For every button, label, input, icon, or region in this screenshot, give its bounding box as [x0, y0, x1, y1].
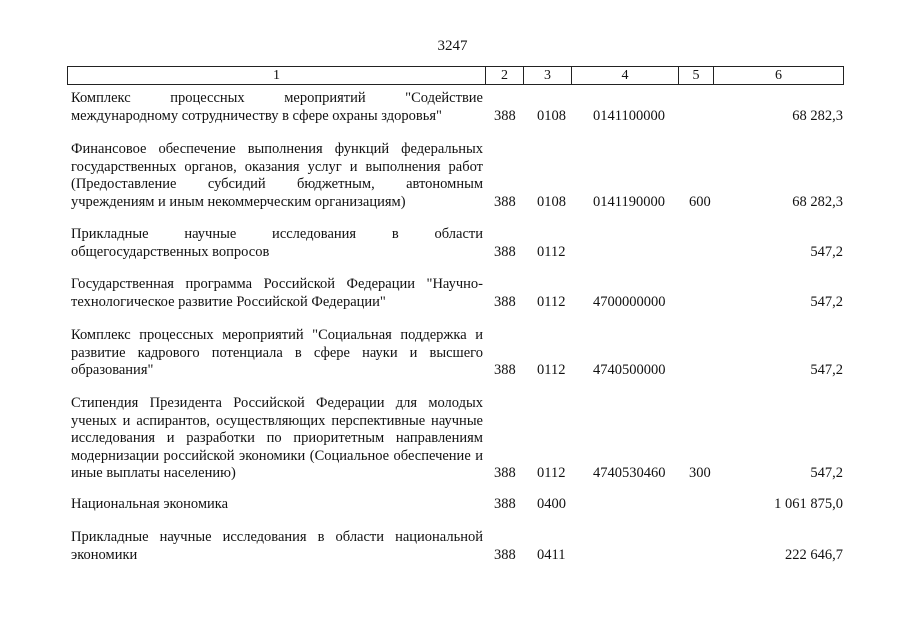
- row-section-code: 0400: [537, 496, 566, 512]
- row-ved-code: 388: [494, 362, 516, 378]
- row-amount: 68 282,3: [792, 107, 843, 124]
- row-target-code: 4700000000: [593, 293, 666, 310]
- row-ved-code: 388: [494, 193, 516, 210]
- row-name: Комплекс процессных мероприятий "Социальная поддержка и развитие кадрового потенциала в сфере науки и высшего образования": [71, 327, 483, 378]
- row-target-code: 0141190000: [593, 193, 665, 210]
- column-header-1: 1: [68, 67, 486, 85]
- row-section-code: 0112: [537, 465, 566, 481]
- row-section-code: 0108: [537, 193, 566, 210]
- row-section-code: 0108: [537, 107, 566, 124]
- column-header-5: 5: [679, 67, 714, 85]
- row-amount: 547,2: [810, 293, 843, 310]
- row-amount: 68 282,3: [792, 193, 843, 210]
- row-amount: 222 646,7: [785, 546, 843, 563]
- row-name: Стипендия Президента Российской Федерации для молодых ученых и аспирантов, осуществляющих перспективные научные исследования и разработки по приоритетным направлениям модернизации российской экономики (Социальное обеспечение и иные выплаты населению): [71, 395, 483, 481]
- row-name: Государственная программа Российской Федерации "Научно-технологическое развитие Российской Федерации": [71, 276, 483, 310]
- column-header-3: 3: [524, 67, 572, 85]
- row-target-code: 4740500000: [593, 362, 666, 378]
- row-name: Финансовое обеспечение выполнения функций федеральных государственных органов, оказания услуг и выполнения работ (Предоставление субсидий бюджетным, автономным учреждениям и иным некоммерческим организациям): [71, 141, 483, 210]
- row-name: Прикладные научные исследования в области общегосударственных вопросов: [71, 226, 483, 260]
- row-ved-code: 388: [494, 107, 516, 124]
- column-header-6: 6: [714, 67, 844, 85]
- row-section-code: 0411: [537, 546, 566, 563]
- row-amount: 547,2: [810, 465, 843, 481]
- row-expense-type: 600: [689, 193, 711, 210]
- row-section-code: 0112: [537, 293, 566, 310]
- row-section-code: 0112: [537, 362, 566, 378]
- column-header-4: 4: [572, 67, 679, 85]
- row-target-code: 0141100000: [593, 107, 665, 124]
- row-ved-code: 388: [494, 293, 516, 310]
- row-ved-code: 388: [494, 496, 516, 512]
- column-header-table: [67, 66, 844, 85]
- row-amount: 547,2: [810, 243, 843, 260]
- row-name: Национальная экономика: [71, 496, 229, 512]
- page-number: 3247: [437, 38, 468, 54]
- column-header-row: [68, 67, 844, 85]
- row-section-code: 0112: [537, 243, 566, 260]
- row-ved-code: 388: [494, 546, 516, 563]
- row-target-code: 4740530460: [593, 465, 666, 481]
- row-name: Комплекс процессных мероприятий "Содействие международному сотрудничеству в сфере охраны здоровья": [71, 90, 483, 124]
- row-ved-code: 388: [494, 465, 516, 481]
- row-expense-type: 300: [689, 465, 711, 481]
- row-amount: 547,2: [810, 362, 843, 378]
- row-ved-code: 388: [494, 243, 516, 260]
- row-amount: 1 061 875,0: [774, 496, 843, 512]
- row-name: Прикладные научные исследования в области национальной экономики: [71, 529, 483, 563]
- column-header-2: 2: [486, 67, 524, 85]
